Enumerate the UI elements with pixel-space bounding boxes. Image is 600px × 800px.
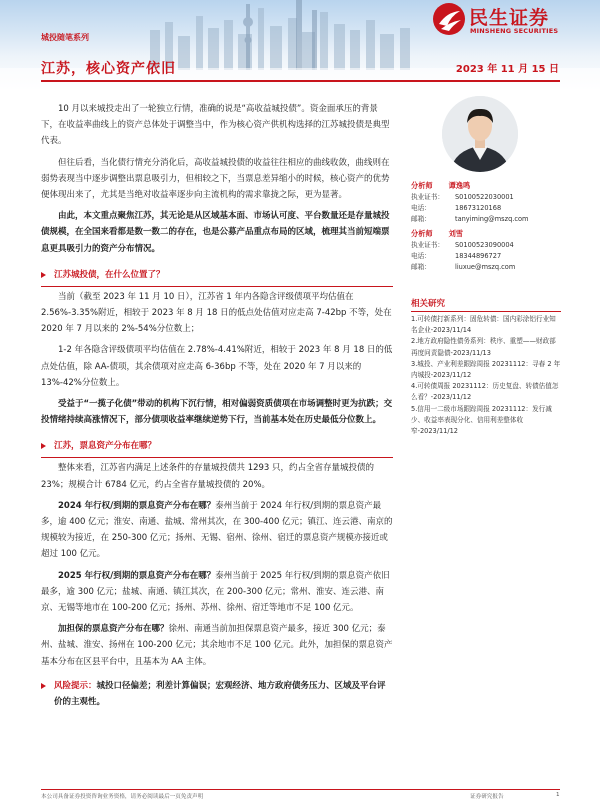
triangle-bullet-icon xyxy=(41,443,46,449)
analyst-email-row: 邮箱： tanyiming@mszq.com xyxy=(411,215,529,224)
footer-report-type: 证券研究报告 xyxy=(470,794,504,800)
analyst-portrait-image xyxy=(442,96,518,172)
analyst-header: 分析师 谭逸鸣 xyxy=(411,181,471,190)
report-date: 2023 年 11 月 15 日 xyxy=(455,64,559,75)
section1-paragraph-2: 1-2 年各隐含评级债项平均估值在 2.78%-4.41%附近，相较于 2023 年 8 月 18 日的低点处估值，除 AA-债项，其余债项对应走高 6-36bp 不等，处在 2020 年 7 月以来的 13%-42%分位数上。 xyxy=(41,345,393,388)
related-research-item[interactable]: 4.可转债周报 20231112：历史复盘、转债估值怎么看？-2023/11/12 xyxy=(411,382,559,402)
minsheng-logo xyxy=(432,2,582,42)
analyst-email-row: 邮箱： liuxue@mszq.com xyxy=(411,263,516,272)
related-research-item[interactable]: 2.地方政府隐性债务系列：秩序、重塑——财政部再度问责隐债-2023/11/13 xyxy=(411,337,556,357)
risk-warning: 风险提示：城投口径偏差；利差计算偏误；宏观经济、地方政府债务压力、区域及平台评价的主观性。 xyxy=(41,678,393,710)
logo-english-text: MINSHENG SECURITIES xyxy=(470,27,559,35)
related-research-item[interactable]: 5.信用一二级市场跟踪周报 20231112：发行减少、收益率表现分化、信用利差整体收窄-2023/11/12 xyxy=(411,404,552,436)
header-banner xyxy=(0,0,600,92)
footer-rule xyxy=(41,789,560,790)
header-rule xyxy=(41,80,560,82)
analyst-cert-row: 执业证书： S0100522030001 xyxy=(411,193,514,201)
section-heading-distribution: 江苏，票息资产分布在哪？ xyxy=(41,438,393,454)
analyst-header: 分析师 刘雪 xyxy=(411,228,463,238)
logo-chinese-text: 民生证券 xyxy=(469,7,550,29)
section1-paragraph-1: 当前（截至 2023 年 11 月 10 日），江苏省 1 年内各隐含评级债项平均估值在 2.56%-3.35%附近，相较于 2023 年 8 月 18 日的低点处估值对应走高 7-42bp 不等，处在 2020 年 7 月以来的 2%-54%分位数上； xyxy=(41,291,392,335)
intro-paragraph-3: 由此，本文重点聚焦江苏，其无论是从区域基本面、市场认可度、平台数量还是存量城投债规模，在全国来看都是数一数二的存在，也是公募产品重点布局的区域，梳理其当前短端票息更具吸引力的资产分布情况。 xyxy=(41,211,390,254)
section-rule xyxy=(41,286,393,287)
related-research-item[interactable]: 1.可转债打新系列：固危转债：国内彩涂铝行业知名企业-2023/11/14 xyxy=(411,315,556,335)
analyst-phone-row: 电话： 18344896727 xyxy=(411,251,502,260)
related-research-item[interactable]: 3.城投、产业利差跟踪周报 20231112：寻春 2 年内城投-2023/11/12 xyxy=(411,359,561,380)
section2-paragraph-3: 2025 年行权/到期的票息资产分布在哪？泰州当前于 2025 年行权/到期的票息资产依旧最多，逾 300 亿元；盐城、南通、镇江其次，在 200-300 亿元；常州、淮安、连云港、南京、无锡等地市在 100-200 亿元；扬州、苏州、徐州、宿迁等地市不足 100 亿元。 xyxy=(41,570,390,614)
intro-paragraph-1: 10 月以来城投走出了一轮独立行情，准确的说是“高收益城投债”。资金面承压的背景下，在收益率曲线上的资产总体处于调整当中，作为核心资产供机构选择的江苏城投债是典型代表。 xyxy=(41,104,390,147)
related-research-title: 相关研究 xyxy=(411,299,446,309)
report-body xyxy=(41,101,393,710)
section-heading-position: 江苏城投债，在什么位置了？ xyxy=(41,267,393,283)
analyst-cert-row: 执业证书： S0100523090004 xyxy=(411,240,514,249)
footer-disclaimer: 本公司具备证券投资咨询业务资格，请务必阅读最后一页免责声明 xyxy=(41,794,204,800)
section2-paragraph-4: 加担保的票息资产分布在哪？徐州、南通当前加担保票息资产最多，接近 300 亿元；泰州、盐城、淮安、扬州在 100-200 亿元；其余地市不足 100 亿元。此外，加担保的票息资产基本分布在区县平台中，且基本为 AA 主体。 xyxy=(41,624,393,667)
triangle-bullet-icon xyxy=(41,683,46,689)
related-research-list xyxy=(411,314,561,437)
analyst-name: 刘雪 xyxy=(448,228,463,238)
triangle-bullet-icon xyxy=(41,272,46,278)
series-label: 城投随笔系列 xyxy=(41,33,89,42)
section-rule xyxy=(41,457,393,458)
section1-paragraph-3: 受益于“一揽子化债”带动的机构下沉行情，相对偏弱资质债项在市场调整时更为抗跌；交投情绪持续高涨情况下，部分债项收益率继续逆势下行，当前基本处在历史最低分位数上。 xyxy=(41,399,393,426)
analyst-info xyxy=(411,180,561,273)
analyst-photo xyxy=(442,96,518,172)
analyst-name: 谭逸鸣 xyxy=(448,181,471,190)
intro-paragraph-2: 但往后看，当化债行情充分消化后，高收益城投债的收益往往相应的曲线收敛，曲线则在弱势表现当中逐步调整出票息吸引力，但相较之下，当票息差异缩小的时候，核心资产的优势便体现出来了，尤其是当绝对收益率逐步向主流机构的需求靠拢之际，更为显著。 xyxy=(41,157,390,201)
section2-paragraph-2: 2024 年行权/到期的票息资产分布在哪？泰州当前于 2024 年行权/到期的票息资产最多，逾 400 亿元；淮安、南通、盐城、常州其次，在 300-400 亿元；镇江、连云港、南京的规模较为接近，在 250-300 亿元；扬州、无锡、宿州、徐州、宿迁的票息资产规模亦接近或超过 100 亿元。 xyxy=(41,500,393,560)
related-research-rule xyxy=(411,311,561,312)
section2-paragraph-1: 整体来看，江苏省内满足上述条件的存量城投债共 1293 只，约占全省存量城投债的 23%；规模合计 6784 亿元，约占全省存量城投债的 20%。 xyxy=(41,463,375,490)
report-title: 江苏，核心资产依旧 xyxy=(41,61,176,77)
minsheng-emblem-icon xyxy=(432,2,466,36)
analyst-phone-row: 电话： 18673120168 xyxy=(411,204,502,213)
page-number: 1 xyxy=(556,792,560,798)
